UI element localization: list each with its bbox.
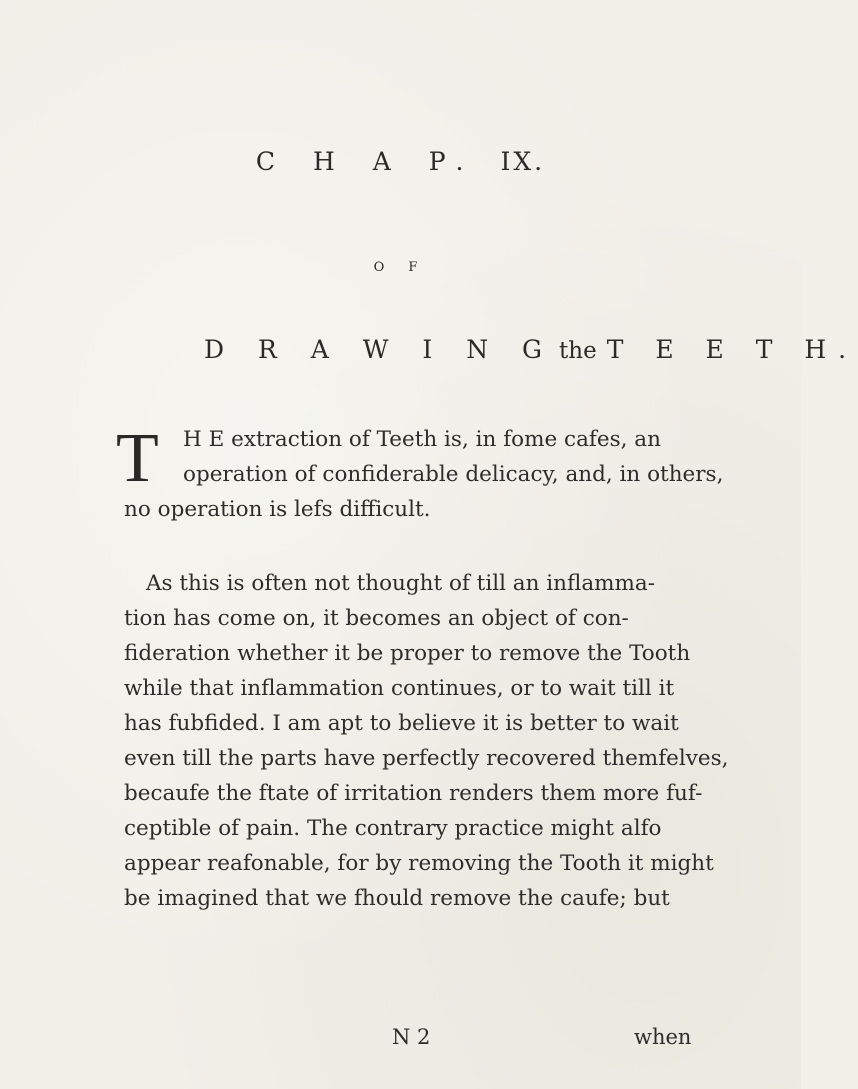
text-line: no operation is lefs difficult. bbox=[124, 497, 431, 522]
text-line: while that inflammation continues, or to wait till it bbox=[124, 676, 675, 701]
chapter-number: IX. bbox=[500, 147, 546, 176]
text-line: even till the parts have perfectly recovered themfelves, bbox=[124, 746, 729, 771]
chapter-heading bbox=[0, 147, 801, 176]
text-line: becaufe the ftate of irritation renders them more fuf- bbox=[124, 781, 703, 806]
signature-mark: N 2 bbox=[392, 1025, 431, 1049]
text-line: H E extraction of Teeth is, in fome cafes, an bbox=[183, 427, 661, 452]
text-line: tion has come on, it becomes an object of con- bbox=[124, 606, 629, 631]
text-line: operation of confiderable delicacy, and, in others, bbox=[183, 462, 724, 487]
chapter-label: C H A P. bbox=[255, 147, 479, 176]
drop-cap: T bbox=[116, 420, 159, 497]
paragraph1-line3 bbox=[124, 492, 699, 527]
text-line: has fubfided. I am apt to believe it is better to wait bbox=[124, 711, 679, 736]
text-line: ceptible of pain. The contrary practice might alfo bbox=[124, 816, 662, 841]
title-word-the: the bbox=[559, 338, 597, 364]
text-line: be imagined that we fhould remove the caufe; but bbox=[124, 886, 670, 911]
text-line: appear reafonable, for by removing the Tooth it might bbox=[124, 851, 714, 876]
of-label: O F bbox=[373, 260, 428, 275]
title-word-drawing: D R A W I N G bbox=[204, 335, 556, 364]
paragraph2 bbox=[124, 566, 729, 916]
text-line: As this is often not thought of till an inflamma- bbox=[146, 571, 656, 596]
text-line: fideration whether it be proper to remove the Tooth bbox=[124, 641, 691, 666]
paragraph1-line2 bbox=[183, 457, 724, 492]
chapter-title bbox=[204, 335, 858, 364]
catchword: when bbox=[634, 1025, 692, 1049]
title-word-teeth: T E E T H. bbox=[606, 335, 858, 364]
paragraph1-line1 bbox=[183, 422, 695, 457]
